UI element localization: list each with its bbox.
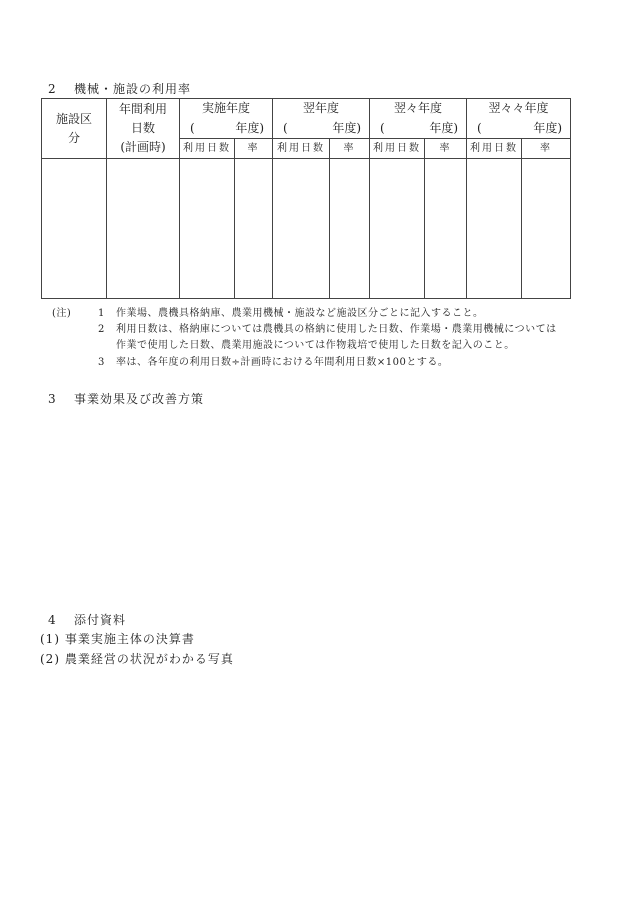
attachment-item-2: (2) 農業経営の状況がわかる写真 [40, 652, 234, 666]
table-entry-row [42, 159, 571, 299]
note-line-2-cont [116, 336, 515, 351]
section-3-heading [48, 390, 204, 407]
year-4-days-header: 利用日数 [467, 139, 522, 159]
year-1-fiscal: ( 年度) [180, 119, 273, 139]
year-2-days-cell[interactable] [273, 159, 330, 299]
year-3-header: 翌々年度 [370, 99, 467, 119]
section-2-number: 2 [48, 82, 57, 96]
section-3-title: 事業効果及び改善方策 [74, 392, 205, 406]
year-3-rate-cell[interactable] [425, 159, 467, 299]
year-3-fiscal: ( 年度) [370, 119, 467, 139]
section-4-number: 4 [48, 613, 57, 627]
year-3-rate-header: 率 [425, 139, 467, 159]
note-line-2: 2 利用日数は、格納庫については農機具の格納に使用した日数、作業場・農業用機械については [98, 324, 557, 335]
attachment-text-2: 農業経営の状況がわかる写真 [64, 652, 234, 666]
note-text-1: 作業場、農機具格納庫、農業用機械・施設など施設区分ごとに記入すること。 [116, 308, 484, 319]
year-2-days-header: 利用日数 [273, 139, 330, 159]
annual-days-cell[interactable] [107, 159, 180, 299]
section-2-heading [48, 80, 191, 97]
year-2-rate-cell[interactable] [330, 159, 370, 299]
year-4-rate-header: 率 [522, 139, 571, 159]
year-1-rate-cell[interactable] [235, 159, 273, 299]
section-3-number: 3 [48, 392, 57, 406]
year-2-rate-header: 率 [330, 139, 370, 159]
year-4-rate-cell[interactable] [522, 159, 571, 299]
facility-category-cell[interactable] [42, 159, 107, 299]
note-line-3: 3 率は、各年度の利用日数÷計画時における年間利用日数×100とする。 [98, 357, 449, 368]
header-row-1 [42, 99, 571, 119]
year-2-fiscal: ( 年度) [273, 119, 370, 139]
note-text-2-cont: 作業で使用した日数、農業用施設については作物栽培で使用した日数を記入のこと。 [116, 340, 515, 351]
attachment-item-1: (1) 事業実施主体の決算書 [40, 632, 195, 646]
year-4-fiscal: ( 年度) [467, 119, 571, 139]
facility-category-header: 施設区 分 [42, 99, 107, 159]
note-text-3: 率は、各年度の利用日数÷計画時における年間利用日数×100とする。 [116, 357, 449, 368]
section-2-title: 機械・施設の利用率 [74, 82, 192, 96]
year-4-days-cell[interactable] [467, 159, 522, 299]
year-1-days-cell[interactable] [180, 159, 235, 299]
year-3-days-cell[interactable] [370, 159, 425, 299]
year-1-header: 実施年度 [180, 99, 273, 119]
year-1-rate-header: 率 [235, 139, 273, 159]
year-1-days-header: 利用日数 [180, 139, 235, 159]
note-marker: (注) [52, 308, 72, 319]
annual-days-header: 年間利用 日数 (計画時) [107, 99, 180, 159]
section-4-heading [48, 611, 126, 628]
utilization-table [41, 98, 571, 299]
attachment-text-1: 事業実施主体の決算書 [64, 632, 195, 646]
year-4-header: 翌々々年度 [467, 99, 571, 119]
section-4-title: 添付資料 [74, 613, 127, 627]
year-3-days-header: 利用日数 [370, 139, 425, 159]
year-2-header: 翌年度 [273, 99, 370, 119]
note-text-2: 利用日数は、格納庫については農機具の格納に使用した日数、作業場・農業用機械については [116, 324, 557, 335]
note-line-1: (注) 1 作業場、農機具格納庫、農業用機械・施設など施設区分ごとに記入すること。 [52, 304, 484, 319]
